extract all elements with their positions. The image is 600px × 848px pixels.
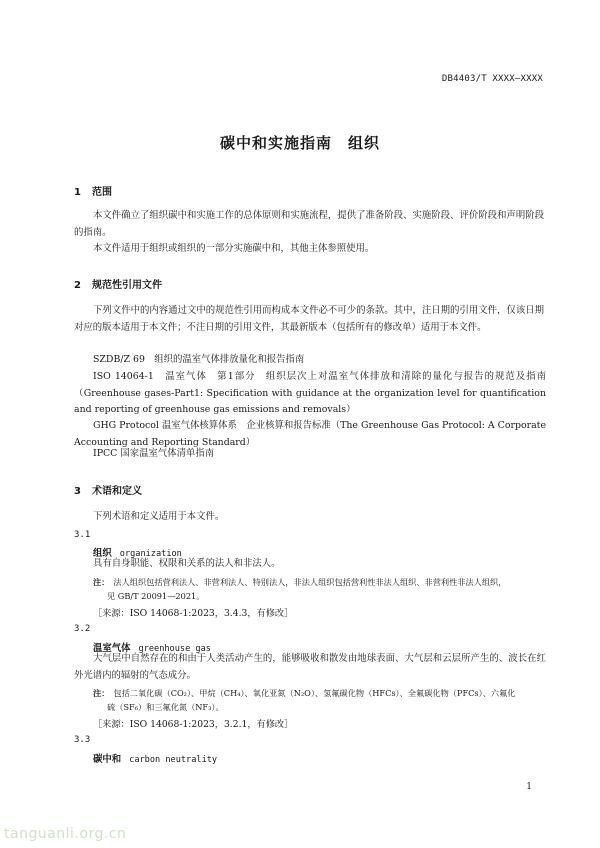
term-chinese: 组织: [93, 548, 112, 559]
section-title: 规范性引用文件: [92, 280, 162, 291]
term-carbon-neutrality: [93, 751, 217, 765]
section-number: 3: [74, 486, 81, 497]
reference-ipcc: IPCC 国家温室气体清单指南: [93, 448, 215, 459]
clause-number-3-2: 3.2: [74, 624, 91, 634]
note-text-line-2: 硫（SF₆）和三氟化氮（NF₃）。: [107, 702, 224, 712]
reference-iso-14064: ISO 14064-1 温室气体 第1部分 组织层次上对温室气体排放和清除的量化与报告的规范及指南（Greenhouse gases-Part1: Specification with guidance at the organization level for quantification and reporting of greenhouse gas emissions and removals）: [74, 371, 546, 415]
note-text-line-1: 法人组织包括营利法人、非营利法人、特别法人，非法人组织包括营利性非法人组织、非营利性非法人组织，: [113, 577, 507, 587]
reference-szdb: SZDB/Z 69 组织的温室气体排放量化和报告指南: [93, 354, 305, 365]
term-english: carbon neutrality: [129, 755, 218, 765]
note-text-line-2: 见 GB/T 20091—2021。: [107, 591, 205, 601]
term-chinese: 温室气体: [93, 643, 131, 654]
section-3-heading: [74, 482, 142, 497]
note-greenhouse-gas: [93, 686, 545, 714]
scope-paragraph-1: 本文件确立了组织碳中和实施工作的总体原则和实施流程，提供了准备阶段、实施阶段、评价阶段和声明阶段的指南。: [74, 210, 544, 238]
terms-intro: 下列术语和定义适用于本文件。: [93, 511, 225, 522]
note-label: 注：: [93, 688, 110, 698]
term-english: greenhouse gas: [138, 644, 211, 654]
note-text-line-1: 包括二氧化碳（CO₂）、甲烷（CH₄）、氧化亚氮（N₂O）、氢氟碳化物（HFCs）、全氟碳化物（PFCs）、六氟化: [113, 688, 516, 698]
section-1-heading: [74, 183, 112, 198]
document-code: DB4403/T XXXX—XXXX: [441, 74, 543, 84]
normative-refs-intro: 下列文件中的内容通过文中的规范性引用而构成本文件必不可少的条款。其中，注日期的引用文件，仅该日期对应的版本适用于本文件；不注日期的引用文件，其最新版本（包括所有的修改单）适用于本文件。: [74, 305, 544, 333]
definition-greenhouse-gas: 大气层中自然存在的和由于人类活动产生的，能够吸收和散发由地球表面、大气层和云层所产生的、波长在红外光谱内的辐射的气态成分。: [74, 653, 546, 681]
definition-organization: 具有自身职能、权限和关系的法人和非法人。: [93, 558, 281, 569]
source-greenhouse-gas: ［来源：ISO 14068-1:2023，3.2.1，有修改］: [93, 719, 294, 730]
source-organization: ［来源：ISO 14068-1:2023，3.4.3，有修改］: [93, 608, 294, 619]
section-2-heading: [74, 276, 162, 291]
reference-ghg-protocol: GHG Protocol 温室气体核算体系 企业核算和报告标准（The Greenhouse Gas Protocol: A Corporate Accounting and Reporting Standard）: [74, 420, 546, 448]
page-number: 1: [526, 782, 532, 792]
document-title: 碳中和实施指南 组织: [219, 134, 380, 152]
section-number: 2: [74, 280, 81, 291]
note-label: 注：: [93, 577, 110, 587]
term-english: organization: [119, 549, 182, 559]
clause-number-3-3: 3.3: [74, 735, 91, 745]
term-chinese: 碳中和: [93, 754, 122, 765]
section-number: 1: [74, 187, 81, 198]
scope-paragraph-2: 本文件适用于组织或组织的一部分实施碳中和，其他主体参照使用。: [93, 243, 375, 254]
section-title: 范围: [92, 187, 112, 198]
section-title: 术语和定义: [92, 486, 142, 497]
clause-number-3-1: 3.1: [74, 530, 91, 540]
site-watermark: tanguanli.org.cn: [4, 826, 127, 842]
note-organization: [93, 575, 545, 603]
